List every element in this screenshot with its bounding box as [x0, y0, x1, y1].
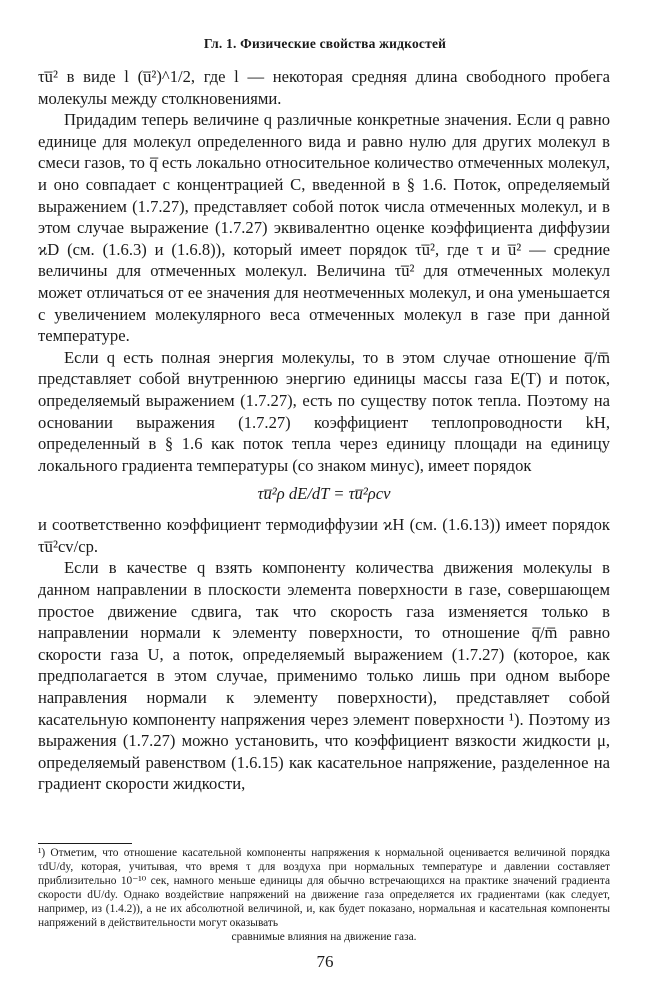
- paragraph: и соответственно коэффициент термодиффузии ϰH (см. (1.6.13)) имеет порядок τu̅²cv/cp.: [38, 515, 610, 556]
- footnote-rule: [38, 843, 132, 844]
- formula: τu̅²ρ dE/dT = τu̅²ρcv: [257, 484, 391, 504]
- running-header: Гл. 1. Физические свойства жидкостей: [203, 36, 447, 51]
- footnote-last-line: сравнимые влияния на движение газа.: [231, 931, 417, 943]
- footnote: [38, 846, 610, 944]
- paragraph: τu̅² в виде l (u̅²)^1/2, где l — некоторая средняя длина свободного пробега молекулы между столкновениями.: [38, 67, 610, 108]
- paragraph: Если в качестве q взять компоненту количества движения молекулы в данном направлении в плоскости элемента поверхности в газе, совершающем простое движение сдвига, так что скорость газа изменяется только в направлении нормали к элементу поверхности, то отношение q̅/m̅ равно скорости газа U, а поток, определяемый выражением (1.7.27) (которое, как предполагается в этом случае, применимо только лишь при одном выборе направления нормали к элементу поверхности), представляет собой касательную компоненту напряжения через элемент поверхности ¹). Поэтому из выражения (1.7.27) можно установить, что коэффициент вязкости жидкости μ, определяемый равенством (1.6.15) как касательное напряжение, разделенное на градиент скорости жидкости,: [38, 558, 610, 794]
- main-text: [38, 66, 610, 795]
- paragraph: Придадим теперь величине q различные конкретные значения. Если q равно единице для молекул определенного вида и равно нулю для других молекул в смеси газов, то q̅ есть локально относительное количество отмеченных молекул, и оно совпадает с концентрацией C, введенной в § 1.6. Поток, определяемый выражением (1.7.27), представляет собой поток числа отмеченных молекул, и в этом случае выражение (1.7.27) эквивалентно оценке коэффициента диффузии ϰD (см. (1.6.3) и (1.6.8)), который имеет порядок τu̅², где τ и u̅² — средние величины для отмеченных молекул. Величина τu̅² для отмеченных молекул может отличаться от ее значения для неотмеченных молекул, и она уменьшается с увеличением молекулярного веса отмеченных молекул в газе при данной температуре.: [38, 110, 610, 346]
- paragraph: Если q есть полная энергия молекулы, то в этом случае отношение q̅/m̅ представляет собой внутреннюю энергию единицы массы газа E(T) и поток, определяемый выражением (1.7.27), есть по существу поток тепла. Поэтому на основании выражения (1.7.27) коэффициент теплопроводности kH, определенный в § 1.6 как поток тепла через единицу площади на единицу локального градиента температуры (со знаком минус), имеет порядок: [38, 347, 610, 475]
- footnote-text: ¹) Отметим, что отношение касательной компоненты напряжения к нормальной оценивается величиной порядка τdU/dy, которая, учитывая, что время τ для воздуха при нормальных температуре и давлении составляет приблизительно 10⁻¹⁰ сек, намного меньше единицы для обычно встречающихся на практике значений градиента скорости dU/dy. Однако воздействие напряжений на движение газа определяется их градиентами (как следует, например, из (1.4.2)), а не их абсолютной величиной, и, как будет показано, нормальная и касательная компоненты напряжений в действительности могут оказывать: [38, 847, 610, 929]
- page-number: 76: [316, 952, 334, 971]
